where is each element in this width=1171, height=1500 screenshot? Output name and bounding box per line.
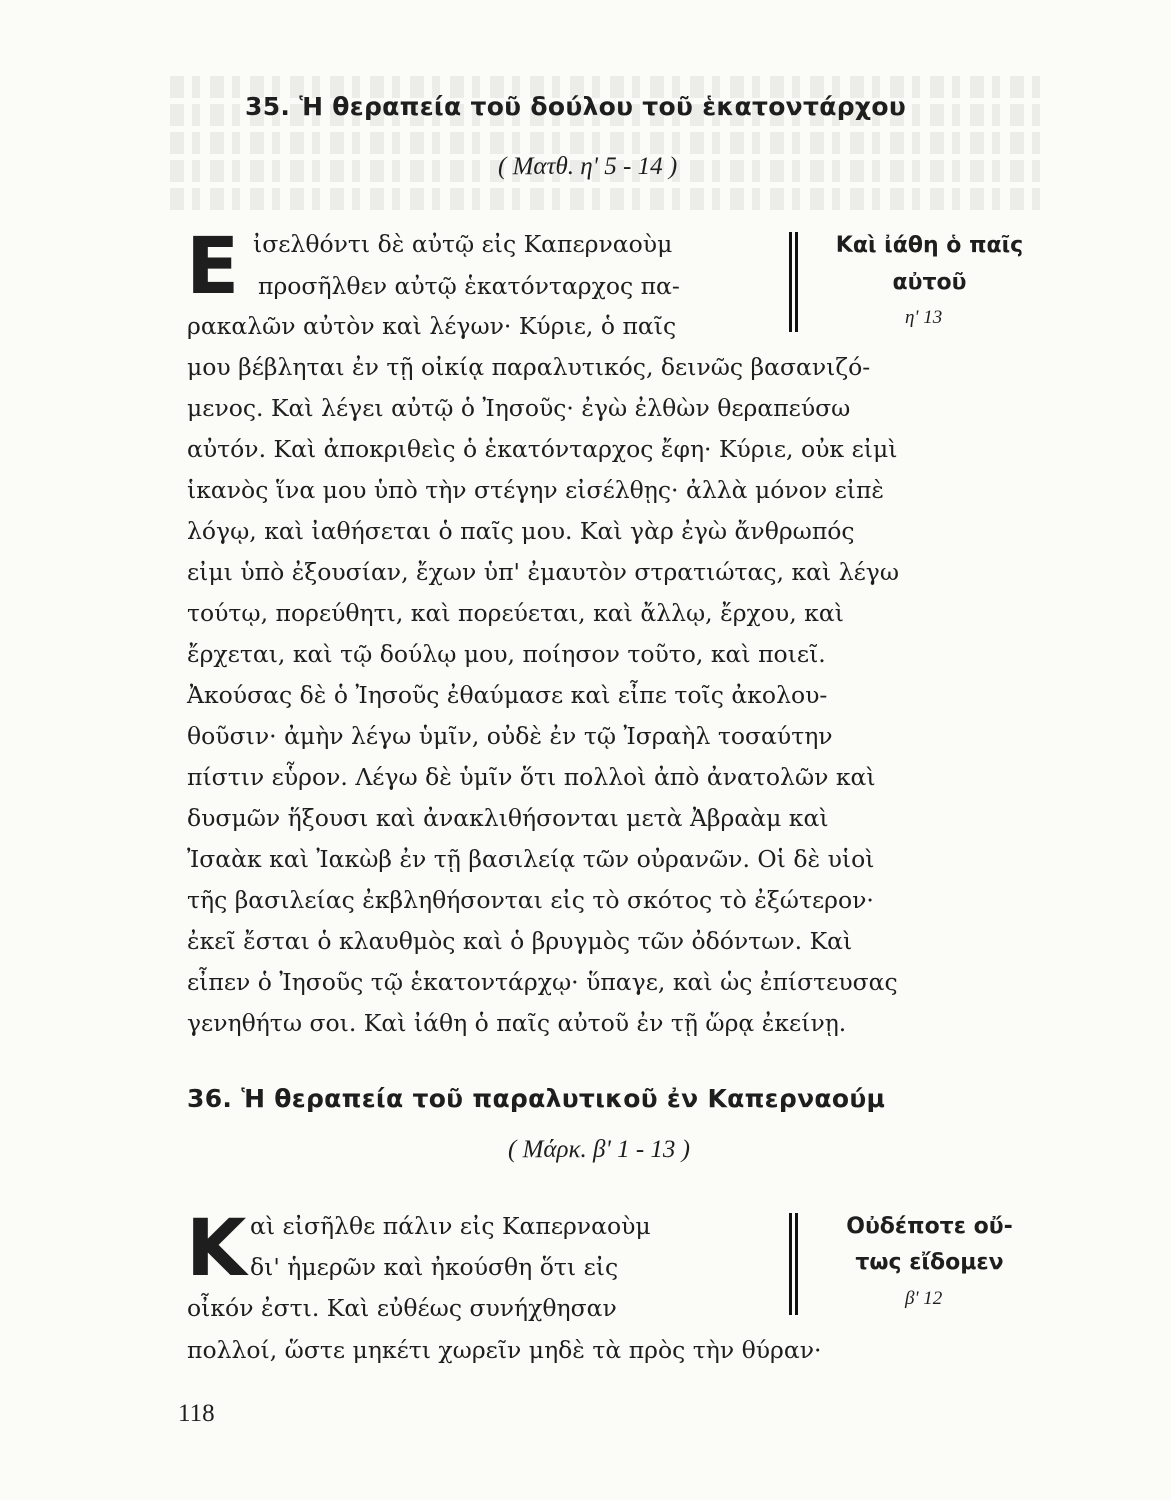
page-number: 118 — [178, 1400, 215, 1427]
sidebar-reference: η' 13 — [905, 307, 943, 328]
text-line: Ἰσαὰκ καὶ Ἰακὼβ ἐν τῇ βασιλείᾳ τῶν οὐρανῶν. Οἱ δὲ υἱοὶ — [187, 845, 875, 873]
text-line: αὶ εἰσῆλθε πάλιν εἰς Καπερναοὺμ — [250, 1212, 651, 1240]
text-line: εἶπεν ὁ Ἰησοῦς τῷ ἑκατοντάρχῳ· ὕπαγε, καὶ ὡς ἐπίστευσας — [187, 968, 898, 996]
text-line: τῆς βασιλείας ἐκβληθήσονται εἰς τὸ σκότος τὸ ἐξώτερον· — [187, 886, 874, 914]
text-line: αὐτόν. Καὶ ἀποκριθεὶς ὁ ἑκατόνταρχος ἔφη· Κύριε, οὐκ εἰμὶ — [187, 435, 898, 463]
text-line: δυσμῶν ἥξουσι καὶ ἀνακλιθήσονται μετὰ Ἀβραὰμ καὶ — [187, 804, 829, 832]
sidebar-rule — [789, 1213, 792, 1315]
section-35-heading: 35. Ἡ θεραπεία τοῦ δούλου τοῦ ἑκατοντάρχου — [245, 92, 907, 121]
sidebar-title: τως εἴδομεν — [855, 1250, 1004, 1275]
text-line: πίστιν εὗρον. Λέγω δὲ ὑμῖν ὅτι πολλοὶ ἀπὸ ἀνατολῶν καὶ — [187, 763, 876, 791]
section-35-dropcap: Ε — [186, 222, 240, 312]
section-36-reference: ( Μάρκ. β' 1 - 13 ) — [508, 1136, 690, 1163]
sidebar-reference: β' 12 — [905, 1288, 943, 1309]
sidebar-title: αὐτοῦ — [892, 270, 967, 295]
section-36-heading: 36. Ἡ θεραπεία τοῦ παραλυτικοῦ ἐν Καπερναούμ — [187, 1084, 886, 1113]
text-line: μου βέβληται ἐν τῇ οἰκίᾳ παραλυτικός, δεινῶς βασανιζό- — [187, 353, 871, 381]
text-line: προσῆλθεν αὐτῷ ἑκατόνταρχος πα- — [258, 272, 680, 300]
text-line: δι' ἡμερῶν καὶ ἠκούσθη ὅτι εἰς — [250, 1253, 619, 1281]
text-line: πολλοί, ὥστε μηκέτι χωρεῖν μηδὲ τὰ πρὸς τὴν θύραν· — [187, 1336, 822, 1364]
text-line: εἰμι ὑπὸ ἐξουσίαν, ἔχων ὑπ' ἐμαυτὸν στρατιώτας, καὶ λέγω — [187, 558, 899, 586]
sidebar-rule — [795, 1213, 798, 1315]
text-line: ἐκεῖ ἔσται ὁ κλαυθμὸς καὶ ὁ βρυγμὸς τῶν ὀδόντων. Καὶ — [187, 927, 853, 955]
section-36-dropcap: Κ — [186, 1204, 247, 1294]
text-line: θοῦσιν· ἀμὴν λέγω ὑμῖν, οὐδὲ ἐν τῷ Ἰσραὴλ τοσαύτην — [187, 722, 833, 750]
text-line: μενος. Καὶ λέγει αὐτῷ ὁ Ἰησοῦς· ἐγὼ ἐλθὼν θεραπεύσω — [187, 394, 851, 422]
text-line: ἱκανὸς ἵνα μου ὑπὸ τὴν στέγην εἰσέλθῃς· ἀλλὰ μόνον εἰπὲ — [187, 476, 885, 504]
sidebar-rule — [789, 232, 792, 332]
text-line: ἰσελθόντι δὲ αὐτῷ εἰς Καπερναοὺμ — [253, 230, 673, 258]
text-line: ρακαλῶν αὐτὸν καὶ λέγων· Κύριε, ὁ παῖς — [187, 312, 677, 340]
text-line: τούτῳ, πορεύθητι, καὶ πορεύεται, καὶ ἄλλῳ, ἔρχου, καὶ — [187, 599, 844, 627]
text-line: ἔρχεται, καὶ τῷ δούλῳ μου, ποίησον τοῦτο, καὶ ποιεῖ. — [187, 640, 826, 668]
text-line: οἶκόν ἐστι. Καὶ εὐθέως συνήχθησαν — [187, 1294, 617, 1322]
sidebar-title: Καὶ ἰάθη ὁ παῖς — [835, 233, 1024, 258]
section-35-reference: ( Ματθ. η' 5 - 14 ) — [498, 153, 678, 180]
text-line: Ἀκούσας δὲ ὁ Ἰησοῦς ἐθαύμασε καὶ εἶπε τοῖς ἀκολου- — [187, 681, 828, 709]
sidebar-title: Οὐδέποτε οὔ- — [846, 1214, 1013, 1239]
sidebar-rule — [795, 232, 798, 332]
text-line: λόγῳ, καὶ ἰαθήσεται ὁ παῖς μου. Καὶ γὰρ ἐγὼ ἄνθρωπός — [187, 517, 855, 545]
text-line: γενηθήτω σοι. Καὶ ἰάθη ὁ παῖς αὐτοῦ ἐν τῇ ὥρᾳ ἐκείνῃ. — [187, 1009, 847, 1037]
